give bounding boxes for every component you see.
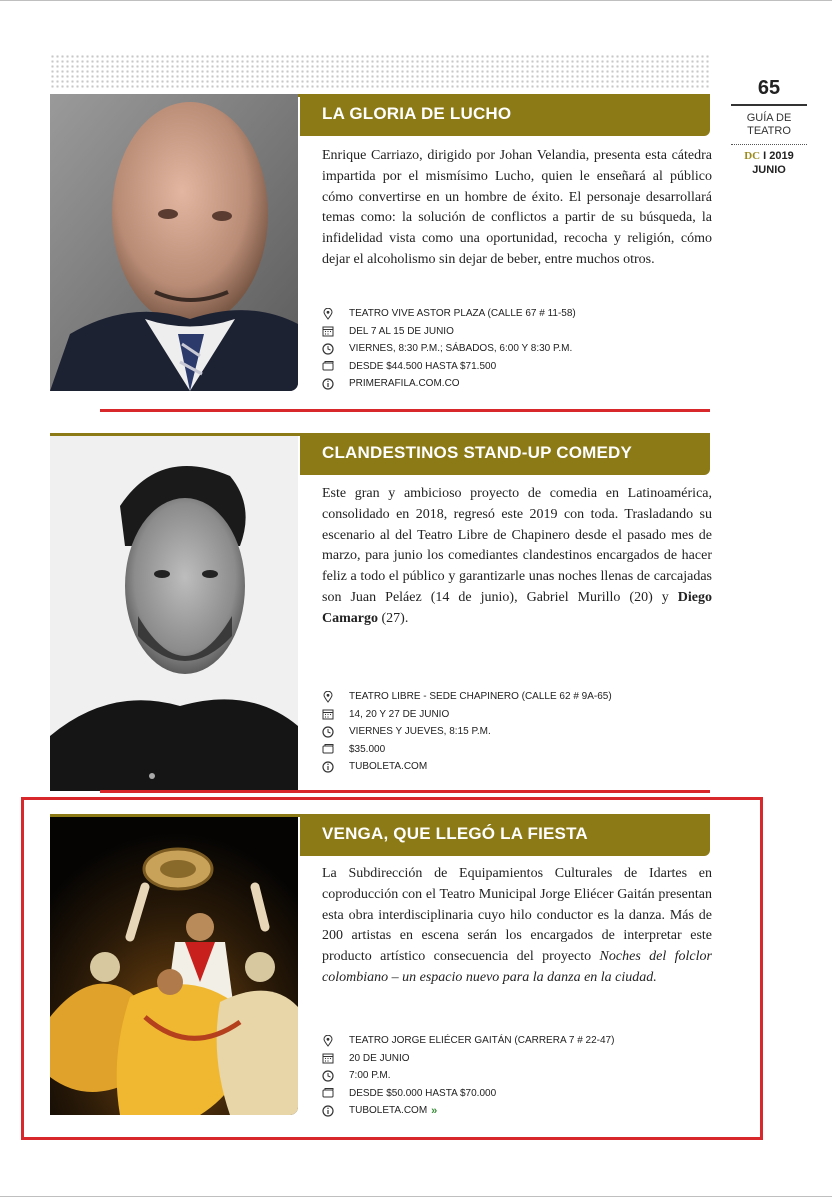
article-separator (100, 409, 710, 412)
clock-icon (322, 343, 334, 355)
info-dates (322, 706, 712, 724)
article-body-bold: Diego Camargo (322, 589, 712, 626)
dates-text: 20 DE JUNIO (349, 1052, 410, 1064)
clock-icon (322, 726, 334, 738)
page-bottom-border (0, 1196, 832, 1197)
article-title: VENGA, QUE LLEGÓ LA FIESTA (322, 824, 588, 843)
info-icon (322, 761, 334, 773)
issue-brand (730, 149, 808, 163)
time-text: VIERNES, 8:30 P.M.; SÁBADOS, 6:00 Y 8:30 P.M. (349, 343, 573, 355)
article-title-bar (300, 94, 710, 136)
article-title-bar (300, 814, 710, 856)
info-price (322, 1085, 712, 1103)
info-time (322, 1067, 712, 1085)
tickets-text[interactable]: TUBOLETA.COM (349, 1105, 428, 1117)
article-photo (50, 94, 298, 391)
info-icon (322, 378, 334, 390)
article-info (322, 305, 712, 393)
section-name-line1: GUÍA DE (746, 112, 792, 124)
price-text: DESDE $44.500 HASTA $71.500 (349, 360, 497, 372)
info-time (322, 723, 712, 741)
article-separator (100, 790, 710, 793)
section-name-line2: TEATRO (747, 125, 791, 137)
double-chevron-right-icon[interactable]: » (431, 1104, 438, 1117)
article-photo (50, 436, 298, 791)
article-body (322, 484, 712, 630)
venue-text: TEATRO JORGE ELIÉCER GAITÁN (CARRERA 7 # 22-47) (349, 1035, 615, 1047)
article-title-bar (300, 433, 710, 475)
article-body: Enrique Carriazo, dirigido por Johan Velandia, presenta esta cátedra impartida por el mismísimo Lucho, quien le enseñará al público cómo convertirse en un hombre de éxito. El personaje desarrollará temas como: la solución de conflictos a partir de su búsqueda, la infidelidad vista como una oportunidad, recocha y religión, cómo dejar el alcoholismo sin dejar de beber, entre muchos otros. (322, 148, 712, 267)
info-tickets (322, 375, 712, 393)
venue-text: TEATRO VIVE ASTOR PLAZA (CALLE 67 # 11-58) (349, 308, 576, 320)
dates-text: DEL 7 AL 15 DE JUNIO (349, 325, 454, 337)
info-dates (322, 323, 712, 341)
calendar-icon (322, 325, 334, 337)
page-top-border (0, 0, 832, 1)
info-price (322, 358, 712, 376)
info-dates (322, 1050, 712, 1068)
article-clandestinos (50, 433, 712, 793)
article-body (322, 864, 712, 989)
issue-month: JUNIO (752, 164, 786, 176)
time-text: VIERNES Y JUEVES, 8:15 P.M. (349, 726, 491, 738)
info-tickets (322, 1102, 712, 1120)
venue-text: TEATRO LIBRE - SEDE CHAPINERO (CALLE 62 # 9A-65) (349, 691, 612, 703)
tickets-text[interactable]: PRIMERAFILA.COM.CO (349, 378, 460, 390)
calendar-icon (322, 1052, 334, 1064)
ticket-icon (322, 743, 334, 755)
price-text: DESDE $50.000 HASTA $70.000 (349, 1087, 497, 1099)
article-body-main: La Subdirección de Equipamientos Culturales de Idartes en coproducción con el Teatro Municipal Jorge Eliécer Gaitán presentan esta obra interdisciplinaria cuyo hilo conductor es la danza. Más de 200 artistas en escena serán los encargados de interpretar este producto artístico consecuencia del proyecto (322, 866, 712, 965)
sidebar-dotted-rule (731, 144, 807, 145)
clock-icon (322, 1070, 334, 1082)
info-venue (322, 305, 712, 323)
sidebar-rule (731, 104, 807, 106)
article-info (322, 688, 712, 776)
article-info (322, 1032, 712, 1120)
issue-year: I 2019 (763, 150, 794, 162)
info-tickets (322, 758, 712, 776)
tickets-text[interactable]: TUBOLETA.COM (349, 761, 428, 773)
article-body-end: (27). (378, 610, 409, 626)
article-photo (50, 817, 298, 1115)
article-body-main: Este gran y ambicioso proyecto de comedia en Latinoamérica, consolidado en 2018, regresó este 2019 con toda. Trasladando su escenario al del Teatro Libre de Chapinero desde el pasado mes de marzo, para junio los comediantes clandestinos encargados de hacer feliz a todo el público y garantizarle unas noches llenas de carcajadas son Juan Peláez (14 de junio), Gabriel Murillo (20) y (322, 486, 712, 605)
page-number: 65 (757, 77, 781, 99)
price-text: $35.000 (349, 743, 386, 755)
calendar-icon (322, 708, 334, 720)
article-title: CLANDESTINOS STAND-UP COMEDY (322, 443, 633, 462)
info-time (322, 340, 712, 358)
info-venue (322, 1032, 712, 1050)
article-body-italic: Noches del folclor colombiano – un espacio nuevo para la danza en la ciudad. (322, 949, 712, 985)
time-text: 7:00 P.M. (349, 1070, 391, 1082)
location-pin-icon (322, 691, 334, 703)
location-pin-icon (322, 308, 334, 320)
info-price (322, 741, 712, 759)
article-la-gloria-de-lucho (50, 94, 712, 414)
article-venga-que-llego-la-fiesta (50, 814, 712, 1119)
page-sidebar (730, 76, 808, 177)
info-icon (322, 1105, 334, 1117)
ticket-icon (322, 360, 334, 372)
dates-text: 14, 20 Y 27 DE JUNIO (349, 708, 450, 720)
brand-logo: DC (744, 150, 761, 162)
info-venue (322, 688, 712, 706)
dotted-header-pattern (50, 54, 710, 90)
article-title: LA GLORIA DE LUCHO (322, 104, 512, 123)
ticket-icon (322, 1087, 334, 1099)
location-pin-icon (322, 1035, 334, 1047)
